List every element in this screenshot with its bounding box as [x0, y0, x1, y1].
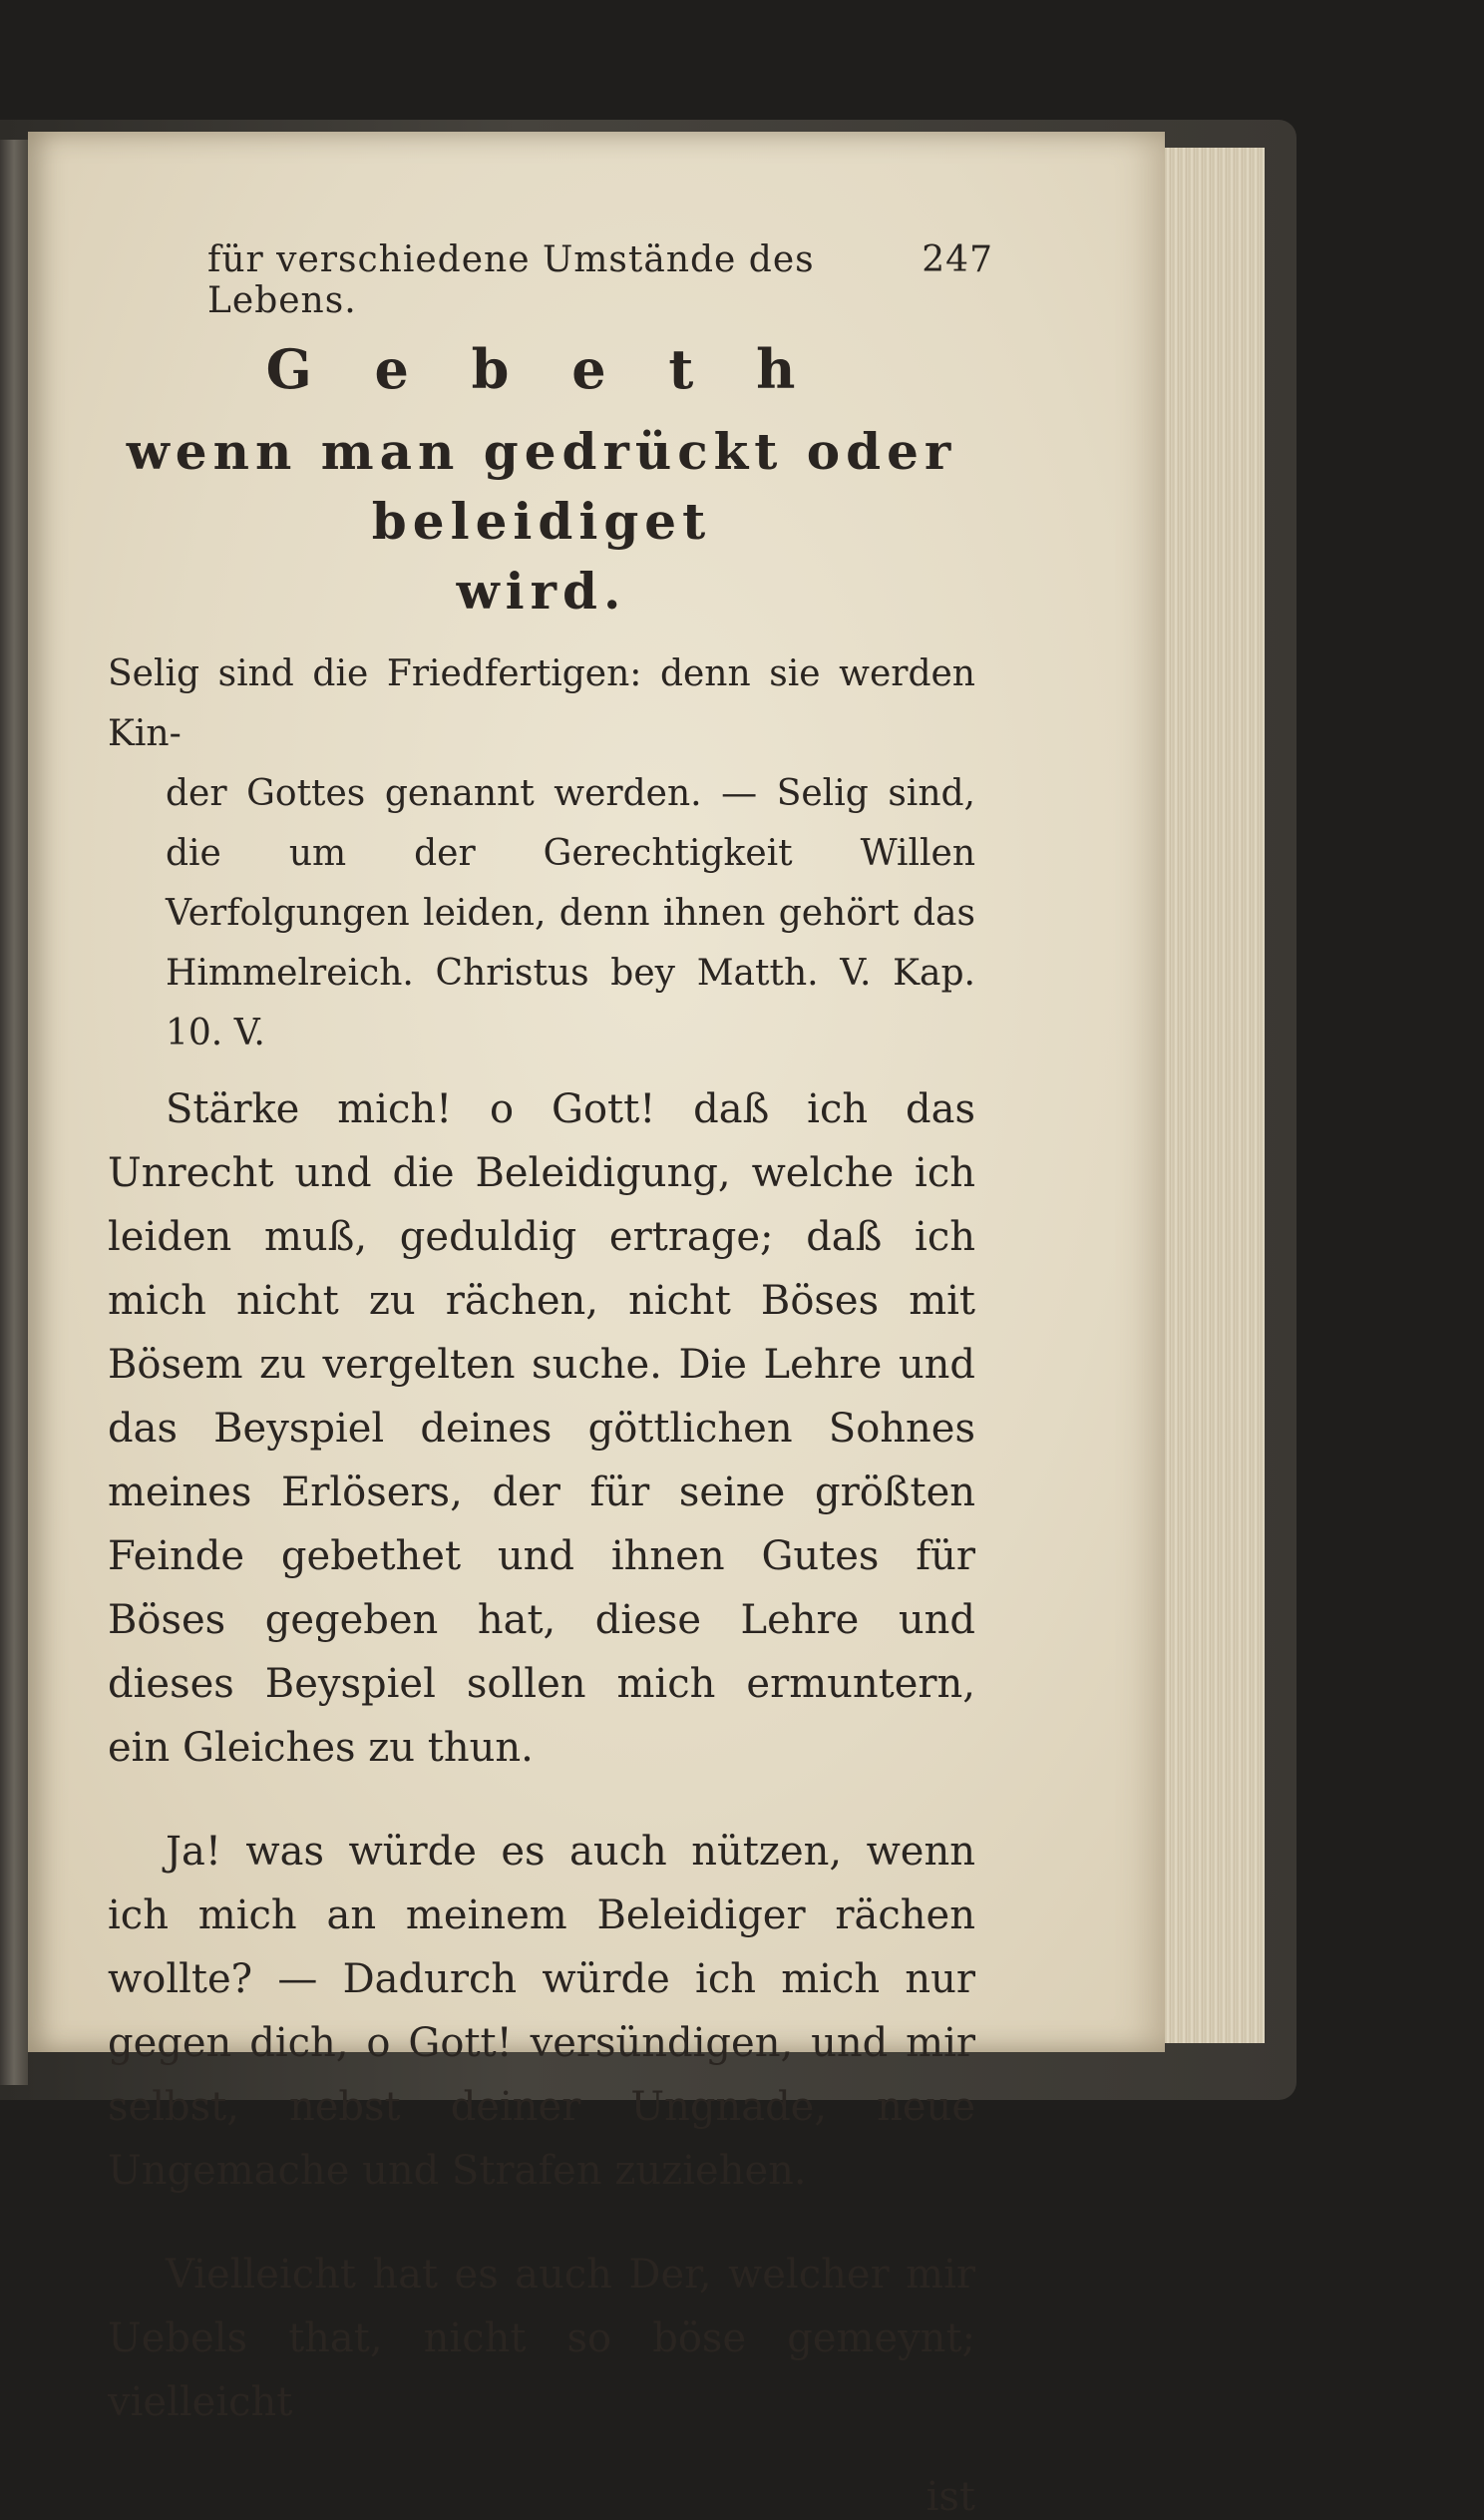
running-head — [108, 239, 993, 321]
catchword: ist — [926, 2474, 975, 2520]
prayer-title: G e b e t h — [265, 337, 818, 401]
paragraph-1: Stärke mich! o Gott! daß ich das Unrecht und die Beleidigung, welche ich leiden muß, geduldig ertrage; daß ich mich nicht zu rächen, nicht Böses mit Bösem zu vergelten suche. Die Lehre und das Beyspiel deines göttlichen Sohnes meines Erlösers, der für seine größten Feinde gebethet und ihnen Gutes für Böses gegeben hat, diese Lehre und dieses Beyspiel sollen mich ermuntern, ein Gleiches zu thun. — [108, 1086, 975, 1771]
motto-first-line: Selig sind die Friedfertigen: denn sie werden Kin- — [108, 653, 975, 754]
subtitle-line-2: wird. — [456, 562, 627, 621]
running-head-title: für verschiedene Umstände des Lebens. — [207, 239, 815, 321]
book-spine-edge — [0, 140, 28, 2085]
book-page — [28, 132, 1165, 2520]
subtitle-line-1: wenn man gedrückt oder beleidiget — [126, 422, 957, 551]
paragraph-2: Ja! was würde es auch nützen, wenn ich mich an meinem Beleidiger rächen wollte? — Dadurch würde ich mich nur gegen dich, o Gott! versündigen, und mir selbst, nebst deiner Ungnade, neue Ungemache und Strafen zuziehen. — [108, 1829, 975, 2194]
bible-motto — [108, 644, 975, 1063]
page-number: 247 — [922, 239, 993, 280]
page-text — [108, 239, 993, 2520]
paragraph-3: Vielleicht hat es auch Der, welcher mir Uebels that, nicht so böse gemeynt; vielleicht — [108, 2252, 975, 2425]
motto-rest: der Gottes genannt werden. — Selig sind, die um der Gerechtigkeit Willen Verfolgungen leiden, denn ihnen gehört das Himmelreich. Christus bey Matth. V. Kap. 10. V. — [166, 773, 975, 1053]
prayer-subtitle — [108, 417, 975, 627]
